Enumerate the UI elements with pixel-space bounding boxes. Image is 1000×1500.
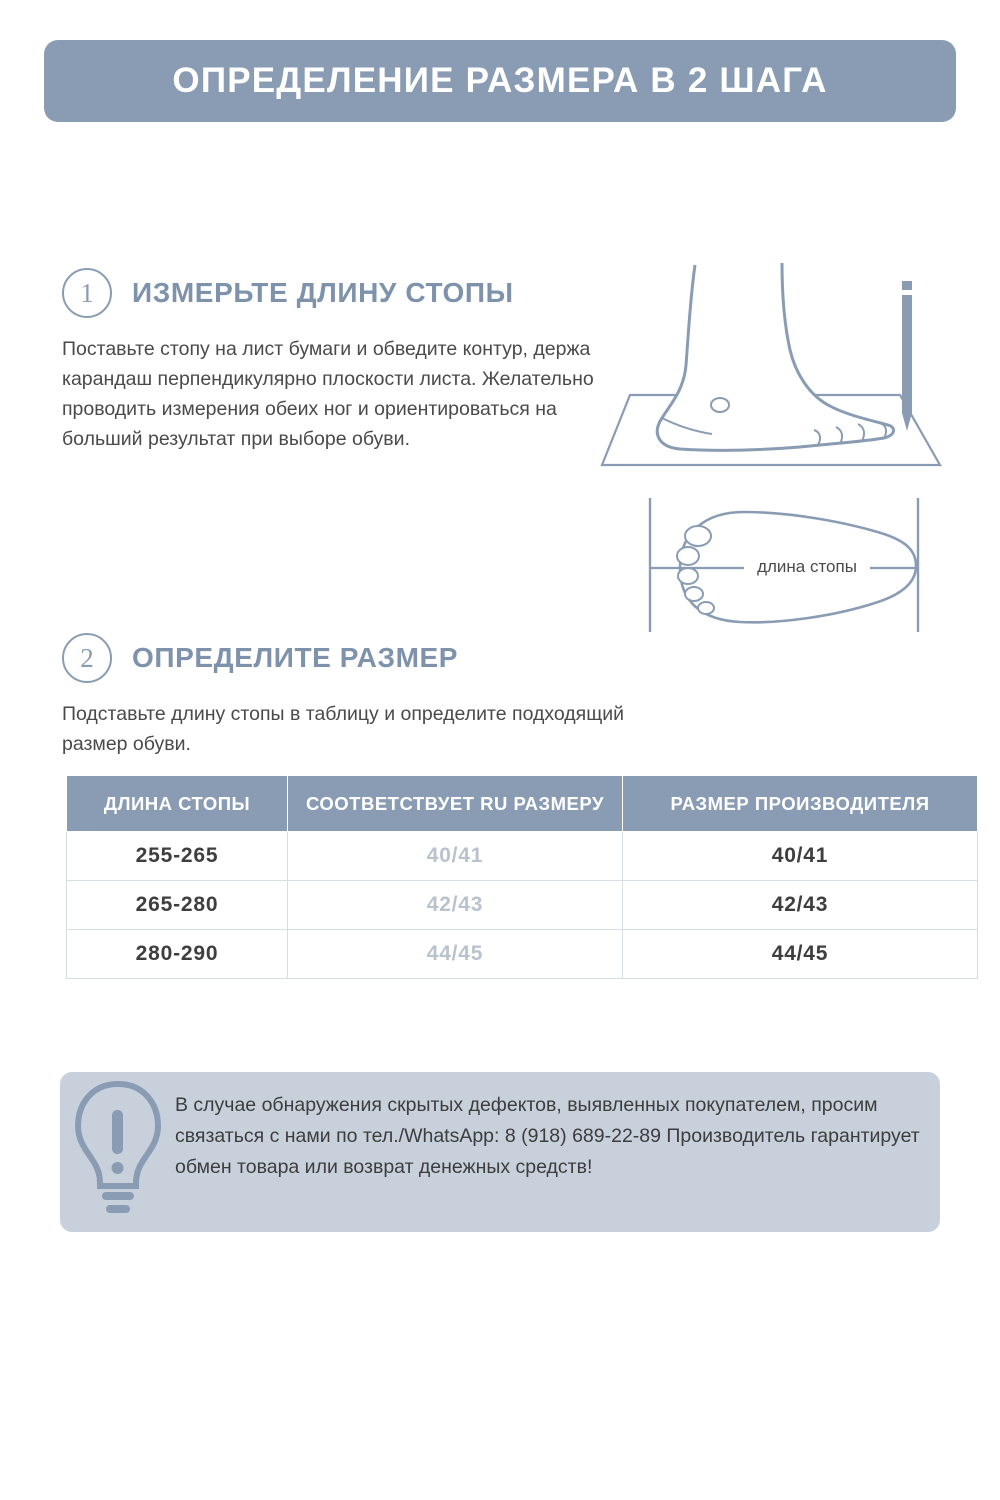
foot-length-illustration (640, 490, 930, 640)
step-1-title: ИЗМЕРЬТЕ ДЛИНУ СТОПЫ (132, 277, 514, 308)
table-header-foot-length: ДЛИНА СТОПЫ (67, 776, 288, 832)
step-2 (62, 633, 682, 759)
step-2-heading (62, 633, 682, 683)
cell-foot-length: 255-265 (67, 832, 288, 881)
notice-text: В случае обнаружения скрытых дефектов, выявленных покупателем, просим связаться с нами по тел./WhatsApp: 8 (918) 689-22-89 Производитель гарантирует обмен товара или возврат денежных средств! (175, 1094, 920, 1178)
cell-ru-size: 42/43 (288, 881, 623, 930)
step-1-body: Поставьте стопу на лист бумаги и обведите контур, держа карандаш перпендикулярно плоскости листа. Желательно проводить измерения обеих ног и ориентироваться на больший результат при выборе обуви. (62, 338, 594, 450)
step-2-title: ОПРЕДЕЛИТЕ РАЗМЕР (132, 642, 459, 673)
foot-length-label: длина стопы (757, 557, 857, 576)
step-2-number: 2 (62, 633, 112, 683)
table-row (67, 930, 978, 979)
cell-ru-size: 40/41 (288, 832, 623, 881)
cell-foot-length: 280-290 (67, 930, 288, 979)
cell-manufacturer-size: 42/43 (623, 881, 978, 930)
cell-ru-size: 44/45 (288, 930, 623, 979)
table-header-manufacturer-size: РАЗМЕР ПРОИЗВОДИТЕЛЯ (623, 776, 978, 832)
foot-on-paper-illustration (600, 255, 970, 495)
step-1-heading (62, 268, 622, 318)
table-row (67, 832, 978, 881)
cell-manufacturer-size: 44/45 (623, 930, 978, 979)
step-1-number: 1 (62, 268, 112, 318)
table-row (67, 881, 978, 930)
table-header-ru-size: СООТВЕТСТВУЕТ RU РАЗМЕРУ (288, 776, 623, 832)
cell-manufacturer-size: 40/41 (623, 832, 978, 881)
step-2-body: Подставьте длину стопы в таблицу и определите подходящий размер обуви. (62, 703, 625, 755)
lightbulb-icon (66, 1076, 170, 1228)
step-1 (62, 268, 622, 454)
header-banner (44, 40, 956, 122)
table-header-row (67, 776, 978, 832)
cell-foot-length: 265-280 (67, 881, 288, 930)
page-title: ОПРЕДЕЛЕНИЕ РАЗМЕРА В 2 ШАГА (172, 61, 828, 100)
size-table (66, 775, 978, 979)
